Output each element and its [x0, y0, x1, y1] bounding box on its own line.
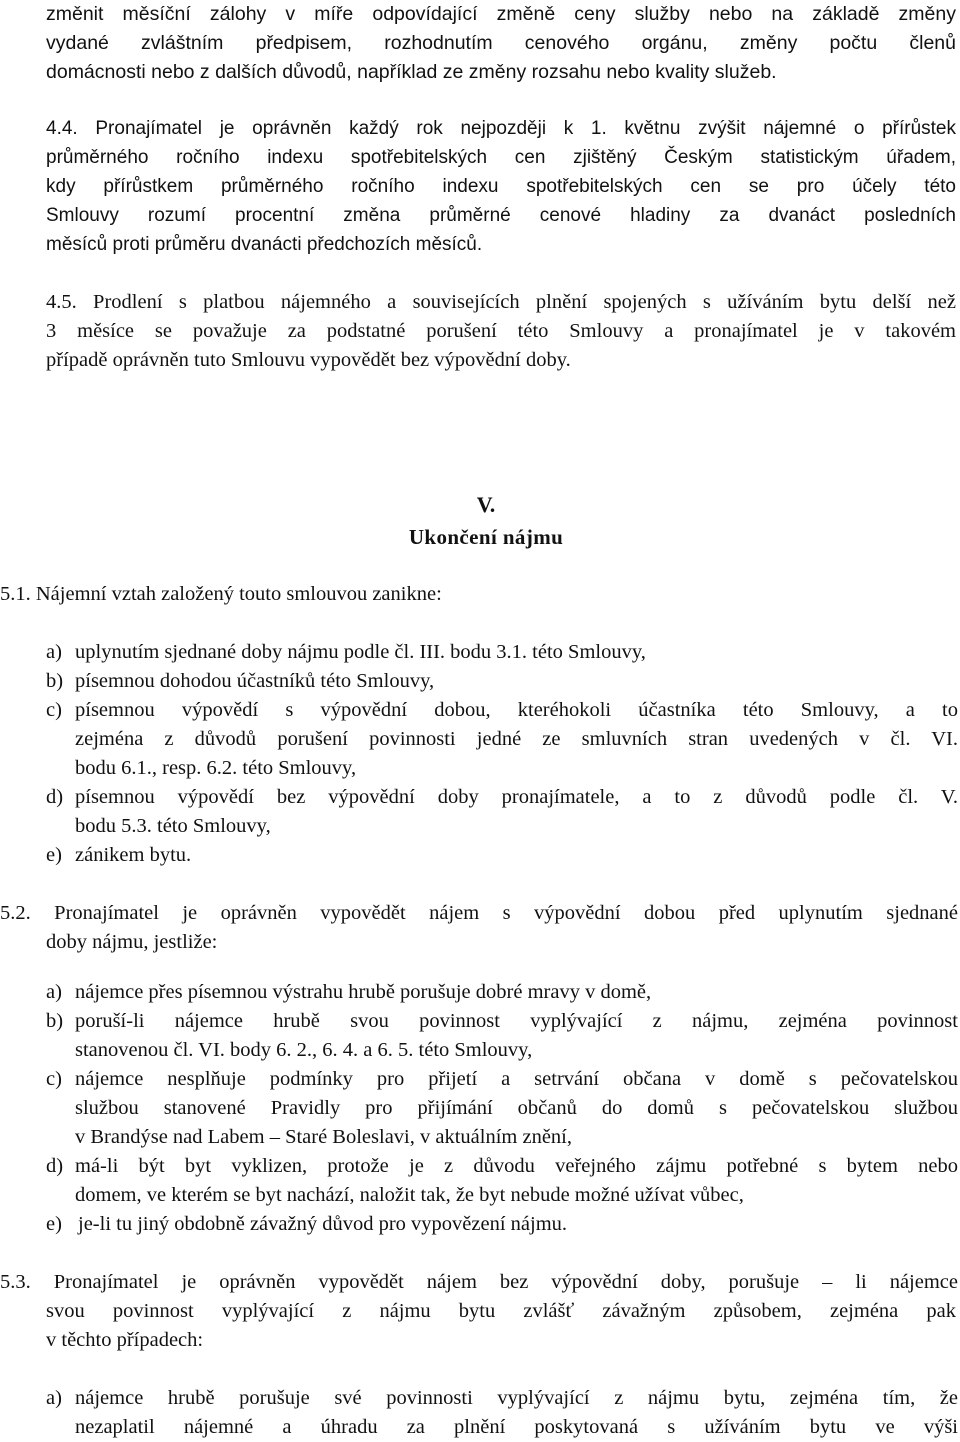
- list-label: b): [46, 1010, 64, 1032]
- text-line: změnit měsíční zálohy v míře odpovídající změně ceny služby nebo na základě změny: [46, 3, 956, 25]
- list-text: službou stanovené Pravidly pro přijímání občanů do domů s pečovatelskou službou: [75, 1097, 958, 1119]
- list-text: nezaplatil nájemné a úhradu za plnění poskytovaná s užíváním bytu ve výši: [75, 1416, 958, 1438]
- clause-intro: v těchto případech:: [46, 1329, 204, 1351]
- list-text: bodu 5.3. této Smlouvy,: [75, 815, 271, 837]
- list-text: nájemce nesplňuje podmínky pro přijetí a setrvání občana v domě s pečovatelskou: [75, 1068, 958, 1090]
- list-text: má-li být byt vyklizen, protože je z důvodu veřejného zájmu potřebné s bytem nebo: [75, 1155, 958, 1177]
- text-line: vydané zvláštním předpisem, rozhodnutím cenového orgánu, změny počtu členů: [46, 32, 956, 54]
- list-item: [0, 1210, 960, 1239]
- list-text: je-li tu jiný obdobně závažný důvod pro vypovězení nájmu.: [78, 1213, 568, 1235]
- text-line: průměrného ročního indexu spotřebitelských cen zjištěný Českým statistickým úřadem,: [46, 147, 956, 168]
- text-line: 3 měsíce se považuje za podstatné porušení této Smlouvy a pronajímatel je v takovém: [46, 320, 956, 342]
- list-label: b): [46, 670, 64, 692]
- clause-intro: 5.3. Pronajímatel je oprávněn vypovědět nájem bez výpovědní doby, porušuje – li nájemce: [0, 1271, 958, 1293]
- list-text: stanovenou čl. VI. body 6. 2., 6. 4. a 6. 5. této Smlouvy,: [75, 1039, 533, 1061]
- list-label: d): [46, 1155, 64, 1177]
- text-line: domácnosti nebo z dalších důvodů, například ze změny rozsahu nebo kvality služeb.: [46, 61, 777, 83]
- list-item: [0, 667, 960, 696]
- list-text: písemnou výpovědí s výpovědní dobou, kteréhokoli účastníka této Smlouvy, a to: [75, 699, 958, 721]
- list-label: e): [46, 844, 62, 866]
- list-item: [0, 978, 960, 1007]
- section-title: Ukončení nájmu: [408, 525, 564, 549]
- section-number: V.: [476, 492, 496, 517]
- text-line: kdy přírůstkem průměrného ročního indexu spotřebitelských cen se pro účely této: [46, 176, 956, 197]
- list-text: uplynutím sjednané doby nájmu podle čl. III. bodu 3.1. této Smlouvy,: [75, 641, 646, 663]
- clause-intro: svou povinnost vyplývající z nájmu bytu zvlášť závažným způsobem, zejména pak: [46, 1300, 956, 1322]
- clause-intro: 5.2. Pronajímatel je oprávněn vypovědět nájem s výpovědní dobou před uplynutím sjednané: [0, 902, 958, 924]
- list-text: písemnou dohodou účastníků této Smlouvy,: [75, 670, 435, 692]
- list-label: a): [46, 641, 62, 663]
- clause-intro: doby nájmu, jestliže:: [46, 931, 218, 953]
- list-text: nájemce hrubě porušuje své povinnosti vyplývající z nájmu bytu, zejména tím, že: [75, 1387, 958, 1409]
- list-label: d): [46, 786, 64, 808]
- list-label: a): [46, 981, 62, 1003]
- list-label: e): [46, 1213, 62, 1235]
- text-line: 4.5. Prodlení s platbou nájemného a souvisejících plnění spojených s užíváním bytu delší než: [46, 291, 956, 313]
- text-line: Smlouvy rozumí procentní změna průměrné cenové hladiny za dvanáct posledních: [46, 205, 956, 226]
- list-text: poruší-li nájemce hrubě svou povinnost vyplývající z nájmu, zejména povinnost: [75, 1010, 958, 1032]
- list-label: c): [46, 699, 62, 721]
- list-text: v Brandýse nad Labem – Staré Boleslavi, v aktuálním znění,: [75, 1126, 572, 1148]
- list-text: nájemce přes písemnou výstrahu hrubě porušuje dobré mravy v domě,: [75, 981, 652, 1003]
- list-item: [0, 841, 960, 870]
- list-label: a): [46, 1387, 62, 1409]
- clause-intro: 5.1. Nájemní vztah založený touto smlouvou zanikne:: [0, 583, 442, 605]
- text-line: případě oprávněn tuto Smlouvu vypovědět bez výpovědní doby.: [46, 349, 571, 371]
- list-text: písemnou výpovědí bez výpovědní doby pronajímatele, a to z důvodů podle čl. V.: [75, 786, 958, 808]
- list-text: domem, ve kterém se byt nachází, naložit tak, že byt nebude možné užívat vůbec,: [75, 1184, 744, 1206]
- list-text: zánikem bytu.: [75, 844, 192, 866]
- list-item: [0, 638, 960, 667]
- list-label: c): [46, 1068, 62, 1090]
- text-line: měsíců proti průměru dvanácti předchozích měsíců.: [46, 234, 483, 255]
- list-text: zejména z důvodů porušení povinnosti jedné ze smluvních stran uvedených v čl. VI.: [75, 728, 958, 750]
- text-line: 4.4. Pronajímatel je oprávněn každý rok nejpozději k 1. květnu zvýšit nájemné o přírůstek: [46, 118, 956, 139]
- list-text: bodu 6.1., resp. 6.2. této Smlouvy,: [75, 757, 357, 779]
